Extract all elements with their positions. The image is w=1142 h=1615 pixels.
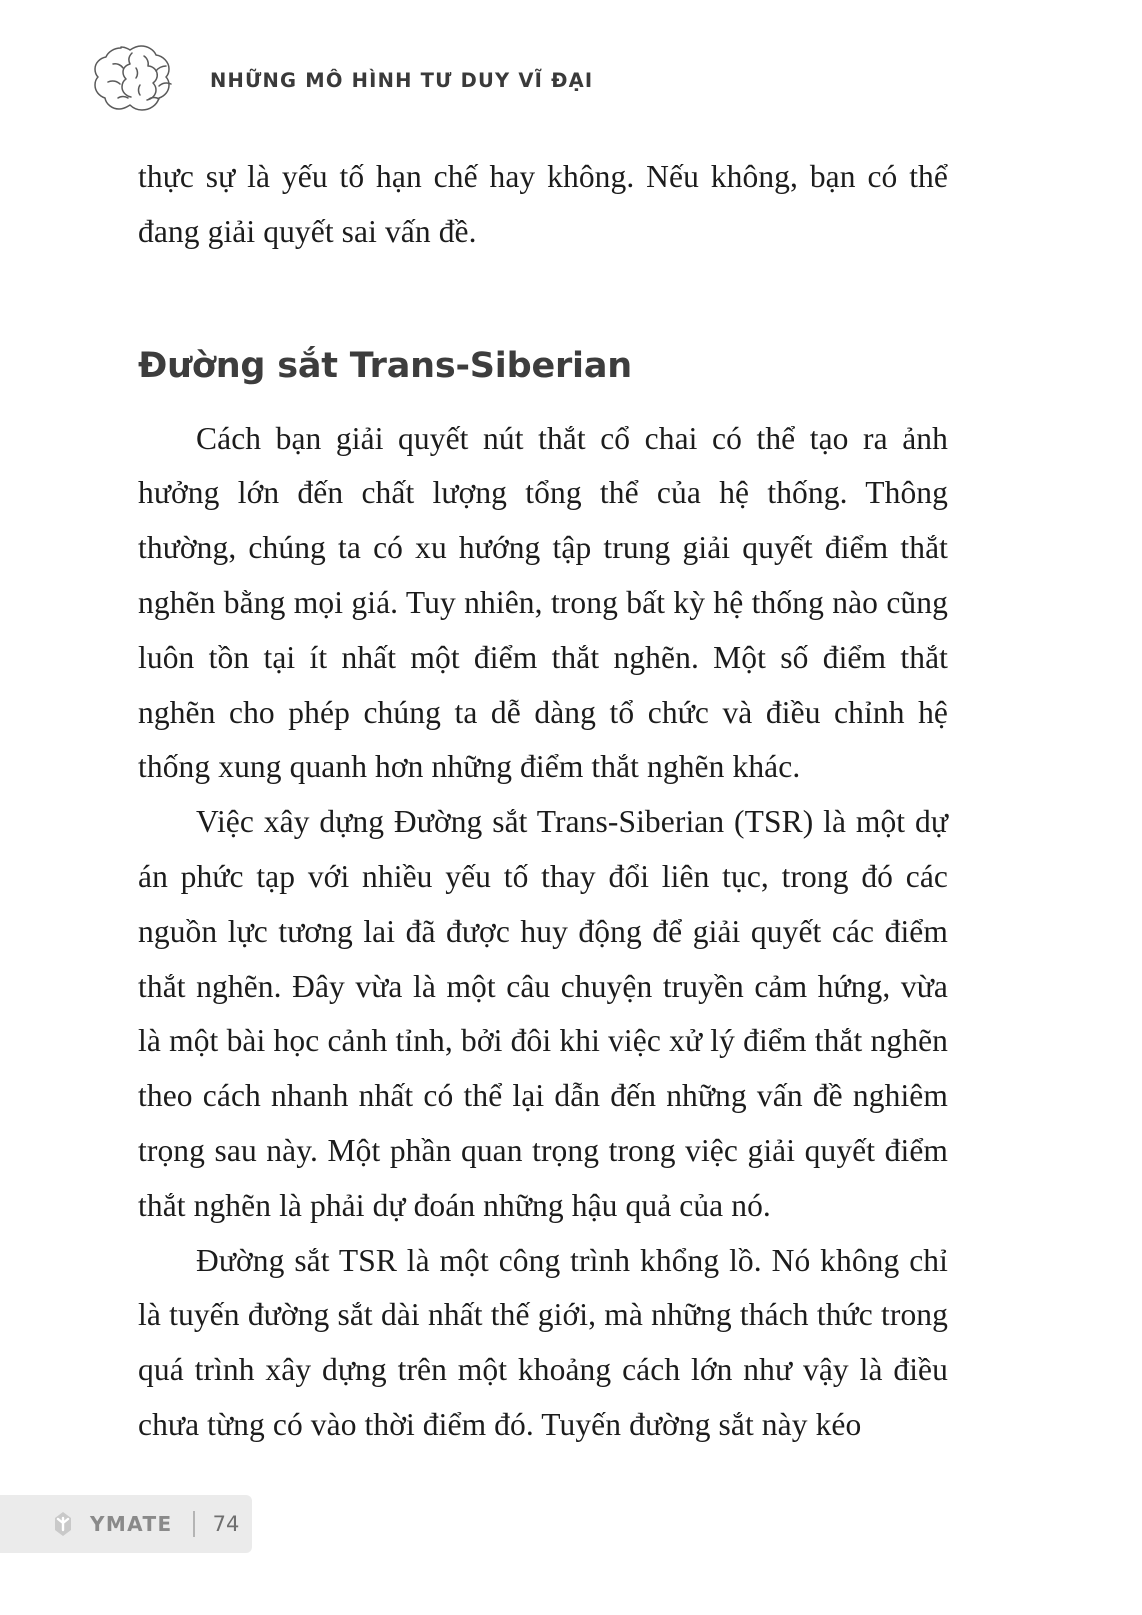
brain-icon: [88, 40, 188, 114]
paragraph-2: Việc xây dựng Đường sắt Trans-Siberian (TSR) là một dự án phức tạp với nhiều yếu tố thay đổi liên tục, trong đó các nguồn lực tương lai đã được huy động để giải quyết các điểm thắt nghẽn. Đây vừa là một câu chuyện truyền cảm hứng, vừa là một bài học cảnh tỉnh, bởi đôi khi việc xử lý điểm thắt nghẽn theo cách nhanh nhất có thể lại dẫn đến những vấn đề nghiêm trọng sau này. Một phần quan trọng trong việc giải quyết điểm thắt nghẽn là phải dự đoán những hậu quả của nó.: [138, 804, 948, 1223]
page-header: [88, 38, 593, 116]
footer-logo-text: YMATE: [90, 1512, 173, 1536]
paragraph-3: Đường sắt TSR là một công trình khổng lồ. Nó không chỉ là tuyến đường sắt dài nhất thế giới, mà những thách thức trong quá trình xây dựng trên một khoảng cách lớn như vậy là điều chưa từng có vào thời điểm đó. Tuyến đường sắt này kéo: [138, 1242, 948, 1442]
footer-divider: [193, 1511, 195, 1537]
running-title: NHỮNG MÔ HÌNH TƯ DUY VĨ ĐẠI: [210, 68, 594, 92]
paragraph-1: Cách bạn giải quyết nút thắt cổ chai có thể tạo ra ảnh hưởng lớn đến chất lượng tổng thể của hệ thống. Thông thường, chúng ta có xu hướng tập trung giải quyết điểm thắt nghẽn bằng mọi giá. Tuy nhiên, trong bất kỳ hệ thống nào cũng luôn tồn tại ít nhất một điểm thắt nghẽn. Một số điểm thắt nghẽn cho phép chúng ta dễ dàng tổ chức và điều chỉnh hệ thống xung quanh hơn những điểm thắt nghẽn khác.: [138, 420, 948, 785]
page-content: [138, 150, 948, 1453]
ymate-logo-icon: [48, 1509, 78, 1539]
page-footer: [0, 1495, 252, 1553]
page-number: 74: [212, 1512, 240, 1536]
paragraph-continued: thực sự là yếu tố hạn chế hay không. Nếu không, bạn có thể đang giải quyết sai vấn đề.: [138, 159, 948, 249]
section-heading: Đường sắt Trans-Siberian: [138, 345, 632, 386]
